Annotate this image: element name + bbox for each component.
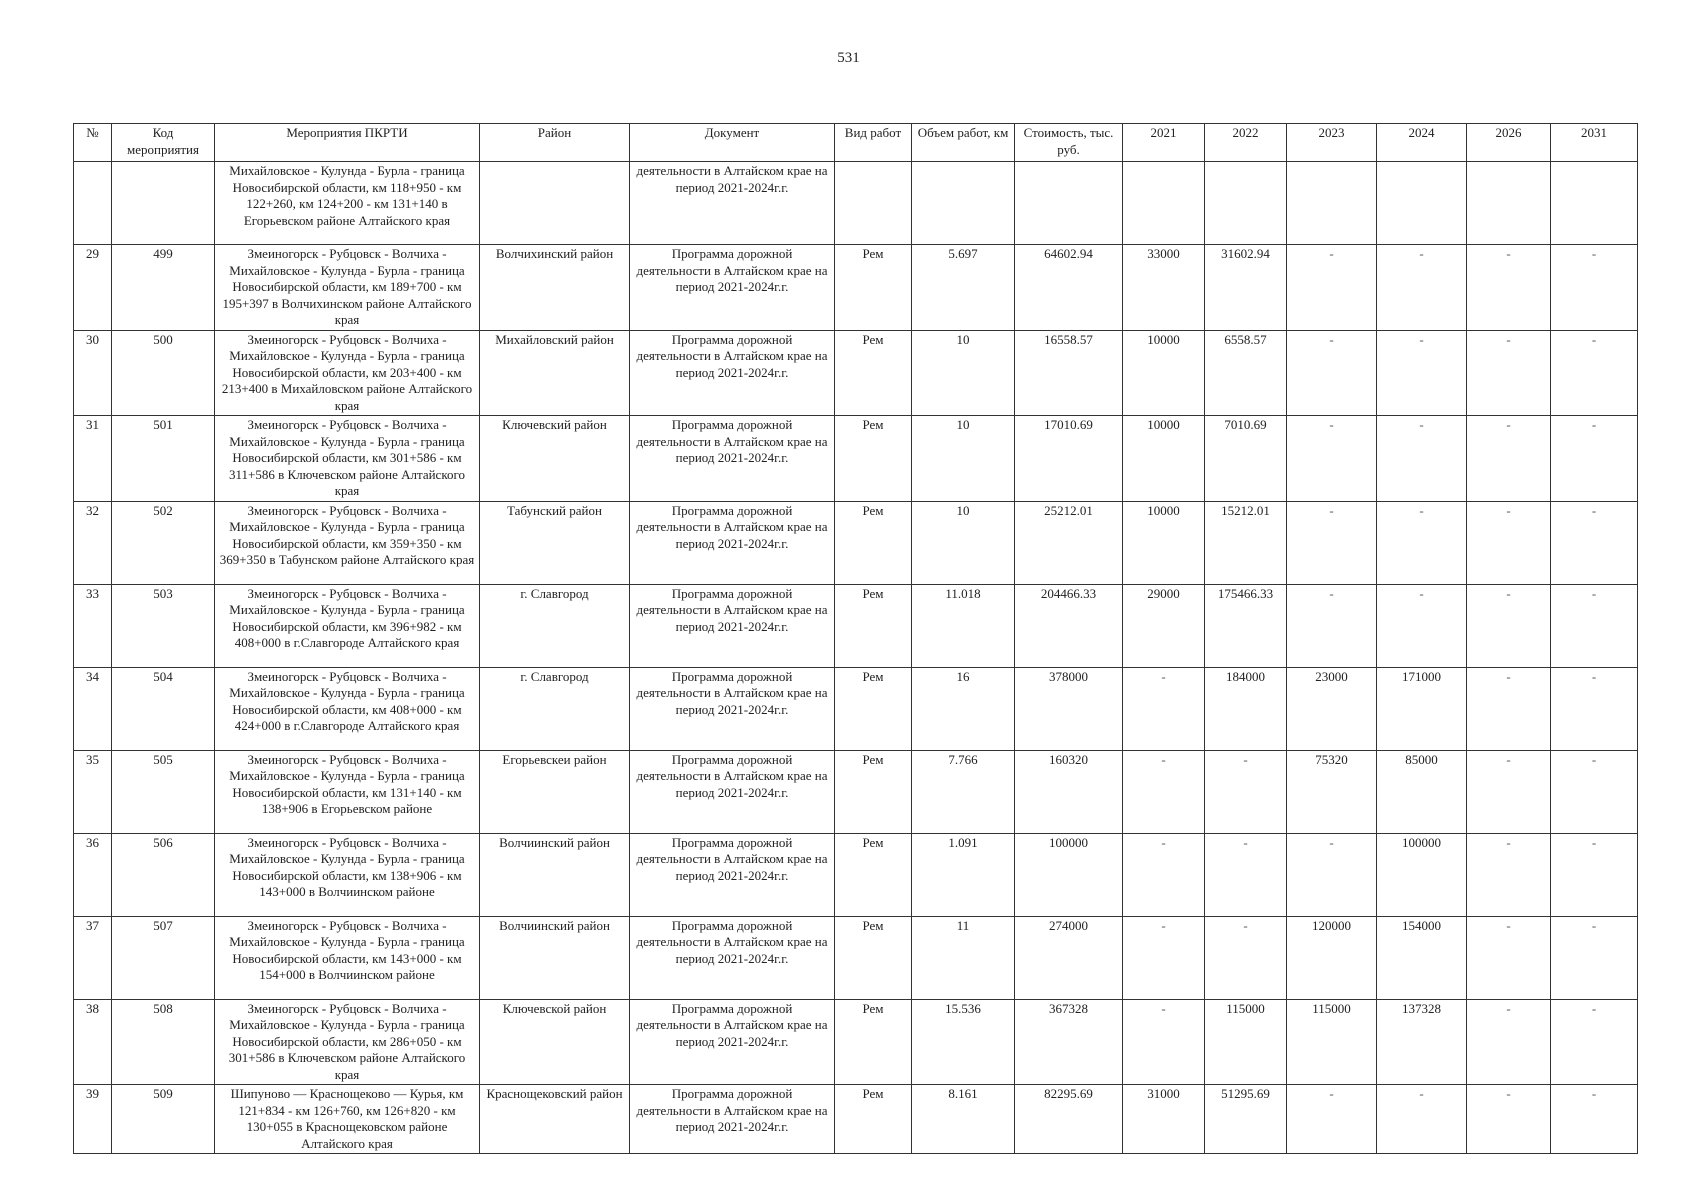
table-cell: - xyxy=(1205,750,1287,833)
table-cell: - xyxy=(1123,999,1205,1085)
table-cell: 7010.69 xyxy=(1205,416,1287,502)
table-cell: 500 xyxy=(112,330,215,416)
table-cell: 175466.33 xyxy=(1205,584,1287,667)
table-cell: 115000 xyxy=(1205,999,1287,1085)
table-cell: Змеиногорск - Рубцовск - Волчиха - Михайловское - Кулунда - Бурла - граница Новосибирской области, км 138+906 - км 143+000 в Волчиинском районе xyxy=(215,833,480,916)
table-cell xyxy=(835,162,912,245)
table-cell: 154000 xyxy=(1377,916,1467,999)
table-cell: Программа дорожной деятельности в Алтайском крае на период 2021-2024г.г. xyxy=(630,999,835,1085)
table-cell: 378000 xyxy=(1015,667,1123,750)
table-cell: Рем xyxy=(835,750,912,833)
table-cell: - xyxy=(1551,916,1638,999)
table-cell: 506 xyxy=(112,833,215,916)
table-cell: - xyxy=(1467,501,1551,584)
table-cell: 10000 xyxy=(1123,416,1205,502)
table-cell: 171000 xyxy=(1377,667,1467,750)
table-cell: - xyxy=(1287,833,1377,916)
table-cell: Программа дорожной деятельности в Алтайском крае на период 2021-2024г.г. xyxy=(630,667,835,750)
table-cell: 10 xyxy=(912,416,1015,502)
table-cell: Краснощековский район xyxy=(480,1085,630,1154)
table-cell: Программа дорожной деятельности в Алтайском крае на период 2021-2024г.г. xyxy=(630,1085,835,1154)
header-cell: Документ xyxy=(630,124,835,162)
table-cell: - xyxy=(1287,501,1377,584)
table-cell: 499 xyxy=(112,245,215,331)
table-cell: Змеиногорск - Рубцовск - Волчиха - Михайловское - Кулунда - Бурла - граница Новосибирской области, км 143+000 - км 154+000 в Волчиинском районе xyxy=(215,916,480,999)
table-row xyxy=(74,416,1638,502)
table-cell: 34 xyxy=(74,667,112,750)
table-cell: - xyxy=(1205,916,1287,999)
table-cell: 10 xyxy=(912,501,1015,584)
table-cell: 31 xyxy=(74,416,112,502)
header-cell: 2026 xyxy=(1467,124,1551,162)
table-cell: 31602.94 xyxy=(1205,245,1287,331)
table-cell: - xyxy=(1467,330,1551,416)
table-cell: 502 xyxy=(112,501,215,584)
table-cell: Волчиинский район xyxy=(480,833,630,916)
table-cell: Рем xyxy=(835,916,912,999)
table-cell: - xyxy=(1551,501,1638,584)
table-cell: - xyxy=(1287,584,1377,667)
table-cell: - xyxy=(1551,416,1638,502)
table-cell: Рем xyxy=(835,584,912,667)
table-cell xyxy=(1467,162,1551,245)
table-cell: г. Славгород xyxy=(480,584,630,667)
table-cell: 64602.94 xyxy=(1015,245,1123,331)
table-cell: 51295.69 xyxy=(1205,1085,1287,1154)
table-cell: 39 xyxy=(74,1085,112,1154)
table-row xyxy=(74,584,1638,667)
table-cell: Программа дорожной деятельности в Алтайском крае на период 2021-2024г.г. xyxy=(630,833,835,916)
table-cell: Волчихинский район xyxy=(480,245,630,331)
table-cell: 15212.01 xyxy=(1205,501,1287,584)
table-cell xyxy=(74,162,112,245)
table-cell: 8.161 xyxy=(912,1085,1015,1154)
table-cell: 38 xyxy=(74,999,112,1085)
table-cell: - xyxy=(1467,416,1551,502)
table-cell: Рем xyxy=(835,833,912,916)
table-cell: - xyxy=(1467,750,1551,833)
table-cell xyxy=(1123,162,1205,245)
header-cell: № xyxy=(74,124,112,162)
table-cell: Шипуново — Краснощеково — Курья, км 121+834 - км 126+760, км 126+820 - км 130+055 в Краснощековском районе Алтайского края xyxy=(215,1085,480,1154)
table-cell: Рем xyxy=(835,999,912,1085)
table-cell: 184000 xyxy=(1205,667,1287,750)
table-cell: - xyxy=(1467,916,1551,999)
table-cell: 37 xyxy=(74,916,112,999)
table-cell: Программа дорожной деятельности в Алтайском крае на период 2021-2024г.г. xyxy=(630,916,835,999)
table-row xyxy=(74,833,1638,916)
table-cell: Программа дорожной деятельности в Алтайском крае на период 2021-2024г.г. xyxy=(630,330,835,416)
table-cell: 509 xyxy=(112,1085,215,1154)
table-cell: 29000 xyxy=(1123,584,1205,667)
table-cell: 1.091 xyxy=(912,833,1015,916)
table-cell: 11.018 xyxy=(912,584,1015,667)
table-cell: 10000 xyxy=(1123,501,1205,584)
header-cell: 2024 xyxy=(1377,124,1467,162)
table-cell: 85000 xyxy=(1377,750,1467,833)
table-cell: - xyxy=(1287,1085,1377,1154)
table-cell: - xyxy=(1551,1085,1638,1154)
table-cell: 5.697 xyxy=(912,245,1015,331)
table-cell: Змеиногорск - Рубцовск - Волчиха - Михайловское - Кулунда - Бурла - граница Новосибирской области, км 286+050 - км 301+586 в Ключевском районе Алтайского края xyxy=(215,999,480,1085)
table-cell: 15.536 xyxy=(912,999,1015,1085)
header-cell: Вид работ xyxy=(835,124,912,162)
table-cell: Программа дорожной деятельности в Алтайском крае на период 2021-2024г.г. xyxy=(630,750,835,833)
table-cell: Программа дорожной деятельности в Алтайском крае на период 2021-2024г.г. xyxy=(630,501,835,584)
table-cell: 367328 xyxy=(1015,999,1123,1085)
table-cell: Табунский район xyxy=(480,501,630,584)
road-works-table xyxy=(73,123,1638,1154)
table-cell xyxy=(1287,162,1377,245)
table-row xyxy=(74,1085,1638,1154)
table-cell: г. Славгород xyxy=(480,667,630,750)
table-row xyxy=(74,750,1638,833)
table-cell: Егорьевскеи район xyxy=(480,750,630,833)
table-cell: 120000 xyxy=(1287,916,1377,999)
table-row xyxy=(74,501,1638,584)
table-cell: - xyxy=(1205,833,1287,916)
table-cell: Михайловский район xyxy=(480,330,630,416)
table-cell: 100000 xyxy=(1015,833,1123,916)
table-cell: 30 xyxy=(74,330,112,416)
table-cell xyxy=(912,162,1015,245)
table-cell: Программа дорожной деятельности в Алтайском крае на период 2021-2024г.г. xyxy=(630,245,835,331)
table-cell: 35 xyxy=(74,750,112,833)
table-cell: - xyxy=(1377,330,1467,416)
table-cell: 17010.69 xyxy=(1015,416,1123,502)
table-cell: 11 xyxy=(912,916,1015,999)
page-number: 531 xyxy=(837,50,860,66)
header-cell: Объем работ, км xyxy=(912,124,1015,162)
table-cell: Рем xyxy=(835,416,912,502)
table-row-continuation xyxy=(74,162,1638,245)
table-cell: - xyxy=(1551,750,1638,833)
table-cell: - xyxy=(1377,245,1467,331)
table-cell: - xyxy=(1123,916,1205,999)
table-cell: Рем xyxy=(835,330,912,416)
table-cell: - xyxy=(1551,584,1638,667)
table-cell xyxy=(112,162,215,245)
table-row xyxy=(74,245,1638,331)
header-cell: Мероприятия ПКРТИ xyxy=(215,124,480,162)
table-row xyxy=(74,916,1638,999)
table-cell: 501 xyxy=(112,416,215,502)
table-cell xyxy=(480,162,630,245)
table-cell: Рем xyxy=(835,667,912,750)
table-cell: 204466.33 xyxy=(1015,584,1123,667)
table-cell: 33000 xyxy=(1123,245,1205,331)
table-cell: - xyxy=(1467,1085,1551,1154)
table-row xyxy=(74,330,1638,416)
table-cell: 503 xyxy=(112,584,215,667)
table-cell: - xyxy=(1551,999,1638,1085)
table-cell: - xyxy=(1287,245,1377,331)
table-cell: - xyxy=(1123,667,1205,750)
header-cell: Стоимость, тыс. руб. xyxy=(1015,124,1123,162)
table-cell: - xyxy=(1551,245,1638,331)
table-cell: - xyxy=(1467,833,1551,916)
table-cell: Программа дорожной деятельности в Алтайском крае на период 2021-2024г.г. xyxy=(630,584,835,667)
table-cell: - xyxy=(1287,416,1377,502)
table-cell: 7.766 xyxy=(912,750,1015,833)
table-cell: 100000 xyxy=(1377,833,1467,916)
header-row xyxy=(74,124,1638,162)
table-cell: 507 xyxy=(112,916,215,999)
table-cell xyxy=(1551,162,1638,245)
table-cell: Рем xyxy=(835,245,912,331)
table-cell: Программа дорожной деятельности в Алтайском крае на период 2021-2024г.г. xyxy=(630,416,835,502)
table-cell: 82295.69 xyxy=(1015,1085,1123,1154)
table-row xyxy=(74,999,1638,1085)
table-cell: 23000 xyxy=(1287,667,1377,750)
header-cell: 2021 xyxy=(1123,124,1205,162)
table-cell xyxy=(1377,162,1467,245)
table-cell: 160320 xyxy=(1015,750,1123,833)
table-cell: 10 xyxy=(912,330,1015,416)
header-cell: 2031 xyxy=(1551,124,1638,162)
table-cell: Змеиногорск - Рубцовск - Волчиха - Михайловское - Кулунда - Бурла - граница Новосибирской области, км 301+586 - км 311+586 в Ключевском районе Алтайского края xyxy=(215,416,480,502)
table-cell: Змеиногорск - Рубцовск - Волчиха - Михайловское - Кулунда - Бурла - граница Новосибирской области, км 131+140 - км 138+906 в Егорьевском районе xyxy=(215,750,480,833)
table-cell: Ключевский район xyxy=(480,416,630,502)
table-row xyxy=(74,667,1638,750)
table-cell xyxy=(1015,162,1123,245)
table-cell: - xyxy=(1377,584,1467,667)
table-cell: Змеиногорск - Рубцовск - Волчиха - Михайловское - Кулунда - Бурла - граница Новосибирской области, км 189+700 - км 195+397 в Волчихинском районе Алтайского края xyxy=(215,245,480,331)
table-cell: 25212.01 xyxy=(1015,501,1123,584)
table-cell: 36 xyxy=(74,833,112,916)
table-cell: Рем xyxy=(835,501,912,584)
table-cell: деятельности в Алтайском крае на период 2021-2024г.г. xyxy=(630,162,835,245)
table-cell: - xyxy=(1377,416,1467,502)
table-cell: - xyxy=(1551,330,1638,416)
table-cell: - xyxy=(1467,584,1551,667)
table-cell: 16558.57 xyxy=(1015,330,1123,416)
table-cell: - xyxy=(1377,1085,1467,1154)
table-cell: - xyxy=(1467,667,1551,750)
table-cell: - xyxy=(1551,833,1638,916)
table-cell: 32 xyxy=(74,501,112,584)
table-cell: 504 xyxy=(112,667,215,750)
table-cell: - xyxy=(1467,245,1551,331)
table-cell: Михайловское - Кулунда - Бурла - граница Новосибирской области, км 118+950 - км 122+260, км 124+200 - км 131+140 в Егорьевском районе Алтайского края xyxy=(215,162,480,245)
table-cell: 31000 xyxy=(1123,1085,1205,1154)
table-cell: Змеиногорск - Рубцовск - Волчиха - Михайловское - Кулунда - Бурла - граница Новосибирской области, км 203+400 - км 213+400 в Михайловском районе Алтайского края xyxy=(215,330,480,416)
table-cell: 137328 xyxy=(1377,999,1467,1085)
table-cell: - xyxy=(1551,667,1638,750)
table-cell: 274000 xyxy=(1015,916,1123,999)
table-cell: Змеиногорск - Рубцовск - Волчиха - Михайловское - Кулунда - Бурла - граница Новосибирской области, км 408+000 - км 424+000 в г.Славгороде Алтайского края xyxy=(215,667,480,750)
header-cell: 2023 xyxy=(1287,124,1377,162)
table-cell: 75320 xyxy=(1287,750,1377,833)
table-cell: Рем xyxy=(835,1085,912,1154)
table-cell: Ключевской район xyxy=(480,999,630,1085)
table-cell: - xyxy=(1377,501,1467,584)
table-cell: - xyxy=(1123,833,1205,916)
table-cell: 6558.57 xyxy=(1205,330,1287,416)
table-cell: Змеиногорск - Рубцовск - Волчиха - Михайловское - Кулунда - Бурла - граница Новосибирской области, км 396+982 - км 408+000 в г.Славгороде Алтайского края xyxy=(215,584,480,667)
table-cell: 16 xyxy=(912,667,1015,750)
table-cell: - xyxy=(1467,999,1551,1085)
table-cell: - xyxy=(1123,750,1205,833)
table-cell: 10000 xyxy=(1123,330,1205,416)
table-cell: - xyxy=(1287,330,1377,416)
table-cell: 508 xyxy=(112,999,215,1085)
table-cell xyxy=(1205,162,1287,245)
header-cell: Район xyxy=(480,124,630,162)
header-cell: 2022 xyxy=(1205,124,1287,162)
table-cell: Волчиинский район xyxy=(480,916,630,999)
table-cell: 115000 xyxy=(1287,999,1377,1085)
table-cell: 505 xyxy=(112,750,215,833)
table-cell: 29 xyxy=(74,245,112,331)
table-cell: 33 xyxy=(74,584,112,667)
table-cell: Змеиногорск - Рубцовск - Волчиха - Михайловское - Кулунда - Бурла - граница Новосибирской области, км 359+350 - км 369+350 в Табунском районе Алтайского края xyxy=(215,501,480,584)
header-cell: Код мероприятия xyxy=(112,124,215,162)
